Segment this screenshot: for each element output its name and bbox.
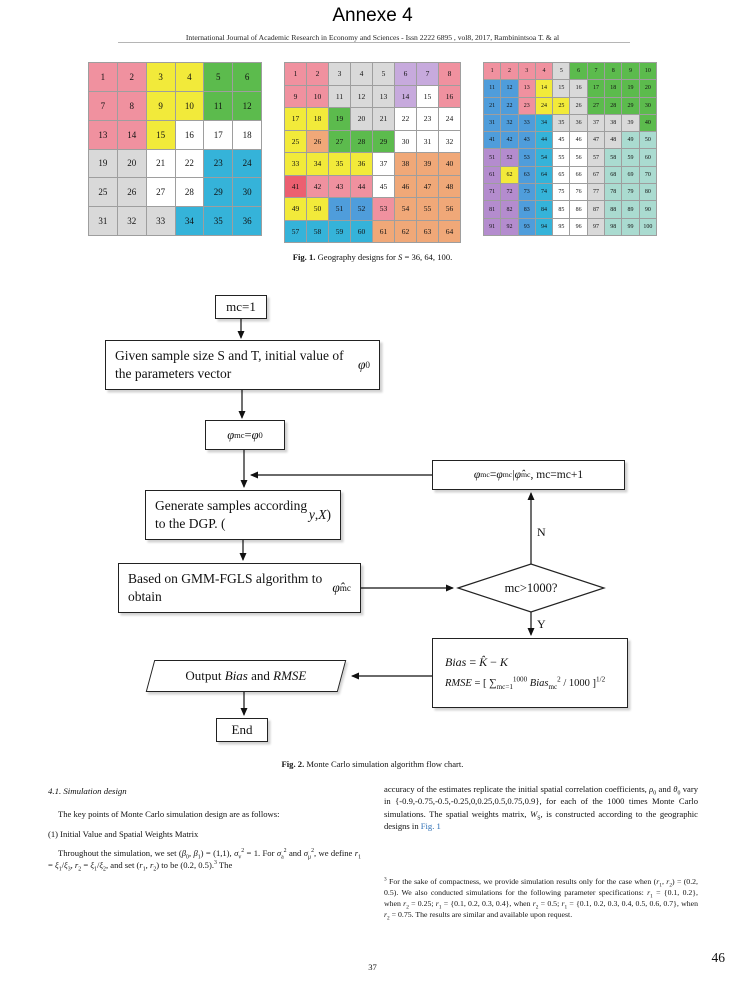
bias-formula: Bias = K̂ − K	[445, 655, 508, 670]
grid-cell: 36	[570, 115, 586, 131]
grid-cell: 37	[373, 153, 394, 175]
grid-cell: 42	[307, 176, 328, 198]
grid-cell: 95	[553, 219, 569, 235]
grid-cell: 7	[417, 63, 438, 85]
grid-cell: 30	[640, 98, 656, 114]
grid-cell: 73	[519, 184, 535, 200]
grid-cell: 79	[622, 184, 638, 200]
grid-cell: 27	[329, 131, 350, 153]
grid-cell: 36	[351, 153, 372, 175]
grid-cell: 5	[204, 63, 232, 91]
grid-cell: 76	[570, 184, 586, 200]
flow-node-update: φ mc = φ mc | φ̂ mc , mc=mc+1	[432, 460, 625, 490]
grid-cell: 27	[588, 98, 604, 114]
grid-cell: 48	[439, 176, 460, 198]
grid-cell: 3	[329, 63, 350, 85]
grid-cell: 33	[285, 153, 306, 175]
fig1-link[interactable]: Fig. 1	[420, 821, 441, 832]
grid-cell: 37	[588, 115, 604, 131]
grid-cell: 17	[204, 121, 232, 149]
grid-cell: 31	[484, 115, 500, 131]
grid-cell: 32	[501, 115, 517, 131]
grid-cell: 54	[395, 198, 416, 220]
grid-cell: 17	[285, 108, 306, 130]
grid-cell: 7	[89, 92, 117, 120]
grid-cell: 9	[285, 86, 306, 108]
grid-cell: 80	[640, 184, 656, 200]
figure2-caption-text: Monte Carlo simulation algorithm flow chart.	[304, 759, 464, 769]
grid-cell: 50	[307, 198, 328, 220]
grid-cell: 24	[439, 108, 460, 130]
grid-cell: 90	[640, 201, 656, 217]
grid-cell: 100	[640, 219, 656, 235]
grid-cell: 57	[588, 149, 604, 165]
grid-cell: 2	[118, 63, 146, 91]
grid-cell: 32	[439, 131, 460, 153]
grid-cell: 96	[570, 219, 586, 235]
grid-cell: 44	[536, 132, 552, 148]
grid-cell: 18	[605, 80, 621, 96]
grid-cell: 25	[285, 131, 306, 153]
grid-cell: 55	[417, 198, 438, 220]
grid-cell: 6	[233, 63, 261, 91]
grid-cell: 12	[233, 92, 261, 120]
grid-cell: 11	[204, 92, 232, 120]
grid-cell: 54	[536, 149, 552, 165]
grid-cell: 91	[484, 219, 500, 235]
annexe-title: Annexe 4	[332, 5, 413, 26]
grid-cell: 64	[536, 167, 552, 183]
grid-cell: 35	[329, 153, 350, 175]
grid-cell: 51	[484, 149, 500, 165]
grid-cell: 60	[351, 221, 372, 243]
flowchart	[0, 285, 745, 757]
grid-cell: 1	[89, 63, 117, 91]
grid-cell: 4	[351, 63, 372, 85]
grid-cell: 27	[147, 178, 175, 206]
grid-cell: 2	[307, 63, 328, 85]
grid-cell: 16	[176, 121, 204, 149]
grid-cell: 88	[605, 201, 621, 217]
grid-cell: 25	[89, 178, 117, 206]
grid-cell: 67	[588, 167, 604, 183]
grid-cell: 39	[622, 115, 638, 131]
grid-cell: 14	[118, 121, 146, 149]
grid-cell: 98	[605, 219, 621, 235]
grid-cell: 56	[439, 198, 460, 220]
grid-cell: 15	[417, 86, 438, 108]
grid-cell: 13	[519, 80, 535, 96]
grid-cell: 30	[395, 131, 416, 153]
grid-cell: 43	[329, 176, 350, 198]
flow-node-end: End	[216, 718, 268, 742]
grid-cell: 99	[622, 219, 638, 235]
figure1-caption	[0, 252, 745, 262]
grid-cell: 35	[204, 207, 232, 235]
flow-node-mc1: mc=1	[215, 295, 267, 319]
grid-cell: 22	[176, 150, 204, 178]
grid-cell: 57	[285, 221, 306, 243]
grid-cell: 26	[307, 131, 328, 153]
grid-cell: 29	[204, 178, 232, 206]
page-number: 37	[368, 962, 377, 972]
flow-node-gmm: Based on GMM-FGLS algorithm to obtain φ̂ mc	[118, 563, 361, 613]
grid-cell: 84	[536, 201, 552, 217]
grid-cell: 24	[233, 150, 261, 178]
grid-cell: 50	[640, 132, 656, 148]
flow-node-generate: Generate samples according to the DGP. ( y , X )	[145, 490, 341, 540]
grid-cell: 49	[622, 132, 638, 148]
grid-cell: 23	[204, 150, 232, 178]
grid-cell: 25	[553, 98, 569, 114]
grid-cell: 35	[553, 115, 569, 131]
grid-cell: 40	[640, 115, 656, 131]
grid-cell: 1	[484, 63, 500, 79]
grid-cell: 56	[570, 149, 586, 165]
grid-cell: 22	[395, 108, 416, 130]
grid-cell: 23	[519, 98, 535, 114]
grid-cell: 10	[307, 86, 328, 108]
grid-cell: 52	[351, 198, 372, 220]
grid-cell: 26	[570, 98, 586, 114]
journal-header: International Journal of Academic Research in Economy and Sciences - Issn 2222 6895 , vol8, 2017, Rambinintsoa T. & al	[185, 33, 560, 42]
paragraph-key-points: The key points of Monte Carlo simulation design are as follows:	[58, 809, 280, 820]
grid-cell: 29	[373, 131, 394, 153]
grid-cell: 28	[605, 98, 621, 114]
rmse-formula: RMSE = [ $\sum_{mc=1}^{1000}$ Bias$_{mc}^2$ / 1000 ]$^{1/2}$	[445, 675, 606, 692]
grid-cell: 8	[439, 63, 460, 85]
grid-cell: 20	[118, 150, 146, 178]
grid-cell: 28	[351, 131, 372, 153]
grid-cell: 62	[395, 221, 416, 243]
page-number-outer: 46	[711, 950, 725, 965]
decision-no-label: N	[537, 525, 546, 539]
grid-cell: 33	[519, 115, 535, 131]
grid-cell: 65	[553, 167, 569, 183]
grid-cell: 85	[553, 201, 569, 217]
grid-cell: 3	[519, 63, 535, 79]
paragraph-accuracy-text: accuracy of the estimates replicate the initial spatial correlation coefficients, $\rho_0$ and $\theta_0$ vary in {-0.9,-0.75,-0.5,-0.25,0,0.25,0.5,0.75,0.9}, for each of the 1000 times Monte Carlo simulations. The spatial weights matrix, $W_S$, is constructed according to the geographic designs in	[384, 784, 698, 832]
grid-cell: 38	[395, 153, 416, 175]
grid-cell: 18	[307, 108, 328, 130]
grid-cell: 17	[588, 80, 604, 96]
grid-cell: 31	[417, 131, 438, 153]
grid-cell: 42	[501, 132, 517, 148]
grid-cell: 71	[484, 184, 500, 200]
grid-cell: 89	[622, 201, 638, 217]
grid-cell: 44	[351, 176, 372, 198]
grid-cell: 33	[147, 207, 175, 235]
flow-node-given: Given sample size S and T, initial value of the parameters vector φ 0	[105, 340, 380, 390]
grid-cell: 59	[329, 221, 350, 243]
grid-cell: 58	[605, 149, 621, 165]
grid-cell: 5	[373, 63, 394, 85]
grid-cell: 49	[285, 198, 306, 220]
grid-cell: 46	[570, 132, 586, 148]
grid-cell: 14	[536, 80, 552, 96]
grid-cell: 58	[307, 221, 328, 243]
paragraph-accuracy	[384, 783, 698, 833]
geography-grid-36	[88, 62, 262, 236]
grid-cell: 11	[329, 86, 350, 108]
grid-cell: 31	[89, 207, 117, 235]
grid-cell: 45	[553, 132, 569, 148]
grid-cell: 9	[622, 63, 638, 79]
grid-cell: 59	[622, 149, 638, 165]
grid-cell: 29	[622, 98, 638, 114]
grid-cell: 52	[501, 149, 517, 165]
grid-cell: 82	[501, 201, 517, 217]
grid-cell: 45	[373, 176, 394, 198]
grid-cell: 53	[519, 149, 535, 165]
right-column	[384, 783, 698, 833]
footnote: $^3$ For the sake of compactness, we provide simulation results only for the case when ($r_1$, $r_2) = (0.2$, 0.5). We also conducted simulations for the following parameter specifications: $r_1 = \{0.1$, 0.2}, when $r_2 = 0.25$; $r_1 = \{0.1$, 0.2, 0.3, 0.4}, when $r_2 = 0.5$; $r_1 = \{0.1$, 0.2, 0.3, 0.4, 0.5, 0.6, 0.7}, when $r_2 = 0.75$. The results are similar and available upon request.	[384, 876, 699, 922]
grid-cell: 63	[519, 167, 535, 183]
grid-cell: 62	[501, 167, 517, 183]
left-column	[48, 785, 361, 871]
grid-cell: 64	[439, 221, 460, 243]
grid-cell: 19	[329, 108, 350, 130]
grid-cell: 20	[640, 80, 656, 96]
grid-cell: 16	[439, 86, 460, 108]
grid-cell: 70	[640, 167, 656, 183]
grid-cell: 24	[536, 98, 552, 114]
grid-cell: 8	[605, 63, 621, 79]
grid-cell: 10	[176, 92, 204, 120]
section-title: 4.1. Simulation design	[48, 786, 127, 796]
grid-cell: 39	[417, 153, 438, 175]
grid-cell: 15	[553, 80, 569, 96]
output-label: Output Bias and RMSE	[185, 667, 307, 683]
grid-cell: 26	[118, 178, 146, 206]
figure2-caption-label: Fig. 2.	[281, 759, 305, 769]
grid-cell: 51	[329, 198, 350, 220]
grid-cell: 61	[484, 167, 500, 183]
grid-cell: 13	[89, 121, 117, 149]
grid-cell: 10	[640, 63, 656, 79]
grid-cell: 47	[588, 132, 604, 148]
grid-cell: 41	[484, 132, 500, 148]
flow-node-decision: mc>1000?	[504, 580, 558, 595]
grid-cell: 6	[395, 63, 416, 85]
grid-cell: 21	[373, 108, 394, 130]
grid-cell: 77	[588, 184, 604, 200]
grid-cell: 21	[484, 98, 500, 114]
grid-cell: 60	[640, 149, 656, 165]
flow-node-bias-rmse	[432, 638, 628, 708]
grid-cell: 32	[118, 207, 146, 235]
grid-cell: 36	[233, 207, 261, 235]
grid-cell: 5	[553, 63, 569, 79]
grid-cell: 97	[588, 219, 604, 235]
grid-cell: 20	[351, 108, 372, 130]
grid-cell: 46	[395, 176, 416, 198]
grid-cell: 16	[570, 80, 586, 96]
grid-cell: 19	[622, 80, 638, 96]
grid-cell: 8	[118, 92, 146, 120]
grid-cell: 15	[147, 121, 175, 149]
grid-cell: 47	[417, 176, 438, 198]
geography-grid-64	[284, 62, 461, 243]
geography-grid-100	[483, 62, 657, 236]
grid-cell: 72	[501, 184, 517, 200]
grid-cell: 48	[605, 132, 621, 148]
grid-cell: 86	[570, 201, 586, 217]
grid-cell: 12	[351, 86, 372, 108]
grid-cell: 2	[501, 63, 517, 79]
grid-cell: 63	[417, 221, 438, 243]
grid-cell: 81	[484, 201, 500, 217]
grid-cell: 12	[501, 80, 517, 96]
grid-cell: 13	[373, 86, 394, 108]
grid-cell: 4	[536, 63, 552, 79]
flow-node-assign: φ mc = φ 0	[205, 420, 285, 450]
grid-cell: 3	[147, 63, 175, 91]
grid-cell: 6	[570, 63, 586, 79]
grid-cell: 14	[395, 86, 416, 108]
grid-cell: 87	[588, 201, 604, 217]
list-item-initial-value: (1) Initial Value and Spatial Weights Matrix	[48, 828, 199, 839]
grid-cell: 38	[605, 115, 621, 131]
grid-cell: 22	[501, 98, 517, 114]
grid-cell: 34	[536, 115, 552, 131]
grid-cell: 43	[519, 132, 535, 148]
grid-cell: 7	[588, 63, 604, 79]
grid-cell: 74	[536, 184, 552, 200]
grid-cell: 1	[285, 63, 306, 85]
grid-cell: 61	[373, 221, 394, 243]
figure1-caption-label: Fig. 1.	[292, 252, 316, 262]
grid-cell: 4	[176, 63, 204, 91]
grid-cell: 18	[233, 121, 261, 149]
grid-cell: 93	[519, 219, 535, 235]
grid-cell: 83	[519, 201, 535, 217]
grid-cell: 9	[147, 92, 175, 120]
grid-cell: 68	[605, 167, 621, 183]
paragraph-simulation-setup: Throughout the simulation, we set ($\beta_0$, $\beta_1) = (1,1)$, $\sigma_v^2 = 1$. For $\sigma_a^2$ and $\sigma_\mu^2$, we define $r_1 = \xi_1/\xi_3$, $r_2 = \xi_1/\xi_2$, and set ($r_1$, $r_2$) to be (0.2, 0.5).$^3$ The	[48, 847, 362, 873]
grid-cell: 34	[176, 207, 204, 235]
flow-node-output	[146, 660, 347, 692]
grid-cell: 75	[553, 184, 569, 200]
figure1-caption-text: Geography designs for S = 36, 64, 100.	[315, 252, 453, 262]
grid-cell: 69	[622, 167, 638, 183]
grid-cell: 94	[536, 219, 552, 235]
grid-cell: 40	[439, 153, 460, 175]
grid-cell: 30	[233, 178, 261, 206]
grid-cell: 66	[570, 167, 586, 183]
grid-cell: 78	[605, 184, 621, 200]
grid-cell: 92	[501, 219, 517, 235]
header-rule	[118, 42, 630, 43]
grid-cell: 23	[417, 108, 438, 130]
grid-cell: 55	[553, 149, 569, 165]
grid-cell: 53	[373, 198, 394, 220]
grid-cell: 21	[147, 150, 175, 178]
grid-cell: 28	[176, 178, 204, 206]
grid-cell: 11	[484, 80, 500, 96]
grid-cell: 41	[285, 176, 306, 198]
grid-cell: 19	[89, 150, 117, 178]
figure2-caption	[0, 759, 745, 769]
decision-yes-label: Y	[537, 617, 546, 631]
grid-cell: 34	[307, 153, 328, 175]
